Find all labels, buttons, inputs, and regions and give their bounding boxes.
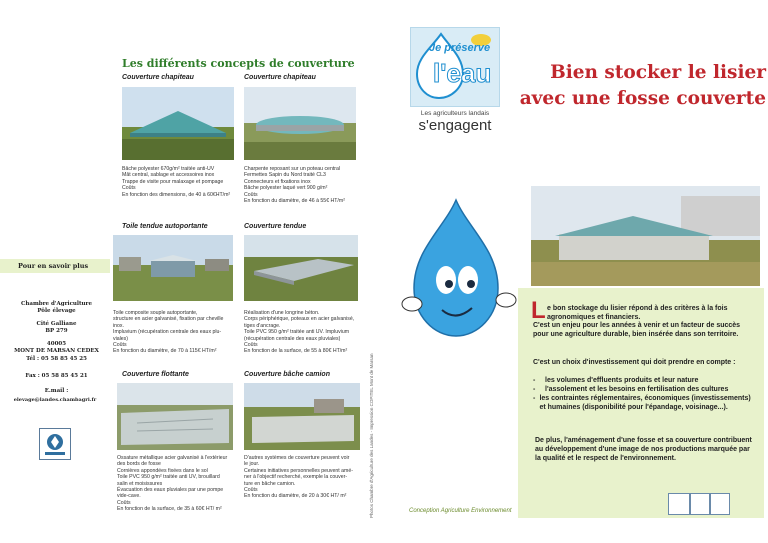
- logo-line2: l'eau: [433, 58, 492, 88]
- concept-title: Couverture tendue: [244, 223, 307, 230]
- main-title-line2: avec une fosse couverte: [519, 88, 766, 109]
- concept-description: Ossature métallique acier galvanisé à l'extérieur des bords de fosse Cornières appondées fixées dans le sol Toile PVC 950 g/m² traitée anti UV, brouillard salin et moisissures Évacuation des eaux pluviales par une pompe vide-cave. Coûts En fonction de la surface, de 35 à 60€ HT/ m²: [117, 455, 228, 513]
- tel: Tél : 05 58 85 45 25: [26, 356, 87, 362]
- photo-toile-autoportante: [113, 235, 233, 301]
- partner-logo-1: [668, 493, 690, 515]
- postcode: 40005: [46, 341, 67, 347]
- bullet-list: [533, 376, 755, 412]
- photo-chapiteau-1: [122, 87, 234, 160]
- logo-line1: Je préserve: [429, 42, 491, 54]
- concept-title: Toile tendue autoportante: [122, 223, 208, 230]
- photo-couverture-tendue: [244, 235, 358, 301]
- left-heading: Pour en savoir plus: [18, 262, 89, 270]
- fax: Fax : 05 58 85 45 21: [25, 373, 88, 379]
- address-line: Cité Galliane: [36, 321, 77, 327]
- email-link[interactable]: elevage@landes.chambagri.fr: [13, 397, 97, 403]
- section-title: Les différents concepts de couverture: [122, 57, 355, 70]
- je-preserve-leau-logo: [410, 27, 500, 107]
- org-name: Chambre d'Agriculture: [21, 301, 92, 307]
- photo-chapiteau-2: [244, 87, 356, 160]
- address-line: BP 279: [45, 328, 68, 334]
- photo-couverture-flottante: [117, 383, 233, 450]
- photo-bache-camion: [244, 383, 360, 450]
- photo-fosse-couverte: [531, 186, 760, 286]
- left-heading-bar: [0, 259, 110, 273]
- concept-title: Couverture chapiteau: [244, 74, 316, 81]
- concept-description: Réalisation d'une longrine béton. Corps périphérique, poteaux en acier galvanisé, tiges d'ancrage. Toile PVC 950 g/m² traitée anti UV. Impluvium (récupération centrale des eaux pluviales) Coûts En fonction de la surface, de 55 à 80€ HT/m²: [244, 310, 355, 355]
- email-label: E.mail :: [44, 388, 69, 394]
- list-item: - les contraintes réglementaires, économiques (investissements) et humaines (disponibilité pour l'épandage, voisinage...).: [533, 395, 751, 411]
- partner-logo-3: [710, 493, 730, 515]
- concept-description: D'autres systèmes de couverture peuvent voir le jour. Certaines initiatives personnelles peuvent amé- ner à l'objectif recherché, exemple la couver- ture en bâche camion. Coûts En fonction du diamètre, de 20 à 30€ HT/ m²: [244, 455, 353, 500]
- footer-credit: Conception Agriculture Environnement: [409, 508, 512, 514]
- drop-cap: L: [531, 297, 546, 324]
- list-item: - les volumes d'effluents produits et leur nature: [533, 377, 699, 384]
- intro-paragraph: e bon stockage du lisier répond à des critères à la fois agronomiques et financiers.: [547, 305, 728, 321]
- vertical-credit: Photos Chambre d'Agriculture des Landes - Impression COPITEL Mont de Marsan: [369, 353, 374, 518]
- concept-title: Couverture chapiteau: [122, 74, 194, 81]
- main-title: [508, 60, 766, 112]
- logo-tagline-2: s'engagent: [418, 117, 492, 134]
- paragraph-4: De plus, l'aménagement d'une fosse et sa couverture contribuent au développement d'une image de nos productions marquée par la qualité et le respect de l'environnement.: [535, 437, 752, 462]
- concept-description: Bâche polyester 670g/m² traitée anti-UV Mât central, sablage et accessoires inox Trappe de visite pour malaxage et pompage Coûts En fonction des dimensions, de 40 à 60€HT/m²: [122, 166, 231, 198]
- contact-block: [5, 301, 108, 355]
- water-drop-mascot: [398, 194, 520, 344]
- concept-description: Toile composite souple autoportante, structure en acier galvanisé, fixation par cheville inox. Impluvium (récupération centrale des eaux plu- viales) Coûts En fonction du diamètre, de 70 à 115€ HT/m²: [113, 310, 224, 355]
- logo-tagline-1: Les agriculteurs landais: [420, 110, 490, 117]
- chamber-logo: [39, 428, 71, 460]
- org-dept: Pôle élevage: [37, 308, 76, 314]
- list-item: - l'assolement et les besoins en fertilisation des cultures: [533, 386, 729, 393]
- partner-logo-2: [690, 493, 710, 515]
- concept-title: Couverture flottante: [122, 371, 189, 378]
- main-title-line1: Bien stocker le lisier: [550, 62, 766, 83]
- paragraph-2: C'est un enjeu pour les années à venir et un facteur de succès pour une agriculture durable, bien insérée dans son territoire.: [533, 322, 741, 338]
- concept-description: Charpente reposant sur un poteau central Fermettes Sapin du Nord traité CL3 Connecteurs et fixations inox Bâche polyester laqué vert 900 g/m² Coûts En fonction du diamètre, de 46 à 55€ HT/m²: [244, 166, 345, 205]
- concept-title: Couverture bâche camion: [244, 371, 330, 378]
- paragraph-3: C'est un choix d'investissement qui doit prendre en compte :: [533, 359, 736, 366]
- city: MONT DE MARSAN CEDEX: [14, 348, 99, 354]
